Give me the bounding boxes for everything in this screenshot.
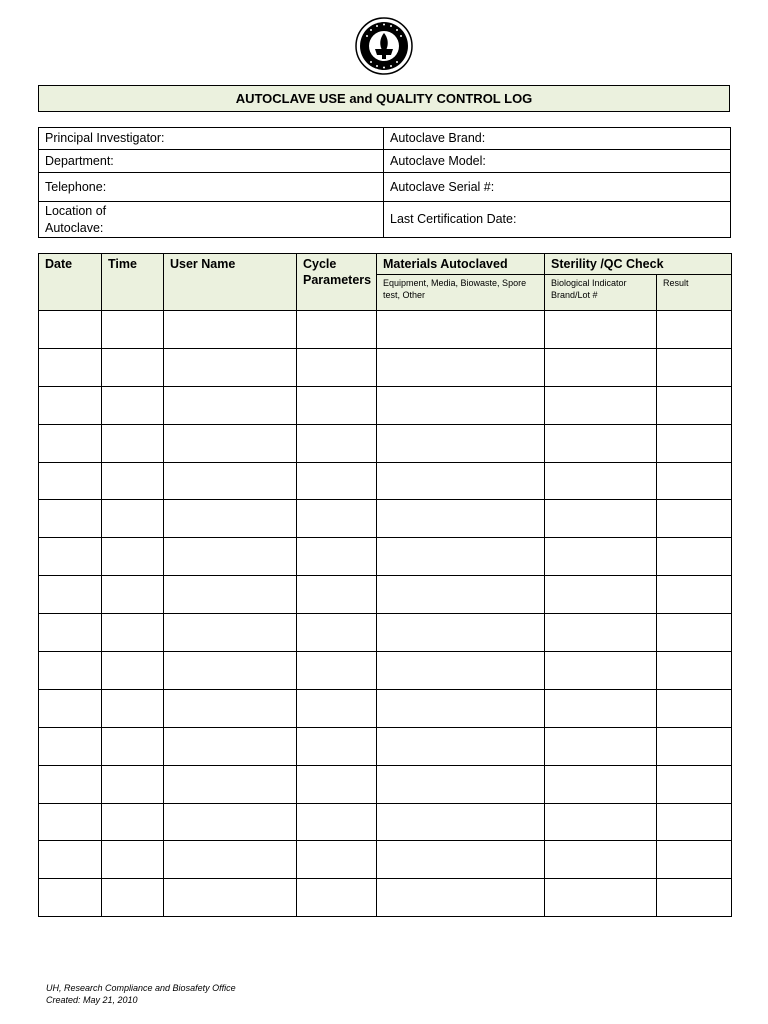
cell-user-name[interactable] (164, 614, 297, 652)
cell-bi-brand-lot[interactable] (545, 652, 657, 690)
cell-user-name[interactable] (164, 386, 297, 424)
location-of-autoclave-label[interactable] (39, 202, 384, 238)
cell-bi-brand-lot[interactable] (545, 765, 657, 803)
cell-bi-brand-lot[interactable] (545, 348, 657, 386)
cell-bi-brand-lot[interactable] (545, 576, 657, 614)
table-row (39, 348, 732, 386)
footer (46, 982, 236, 1006)
cell-materials[interactable] (377, 348, 545, 386)
cell-time[interactable] (102, 462, 164, 500)
cell-result[interactable] (657, 614, 732, 652)
cell-cycle-parameters[interactable] (297, 311, 377, 349)
cell-materials[interactable] (377, 386, 545, 424)
cell-user-name[interactable] (164, 652, 297, 690)
col-header-sterility-qc: Sterility /QC Check (545, 254, 732, 275)
cell-bi-brand-lot[interactable] (545, 424, 657, 462)
table-row (39, 500, 732, 538)
cell-time[interactable] (102, 500, 164, 538)
cell-result[interactable] (657, 311, 732, 349)
cycle-header-line1: Cycle (303, 257, 337, 271)
cell-date[interactable] (39, 424, 102, 462)
cell-time[interactable] (102, 348, 164, 386)
cell-result[interactable] (657, 538, 732, 576)
cell-result[interactable] (657, 424, 732, 462)
cell-materials[interactable] (377, 652, 545, 690)
cell-result[interactable] (657, 576, 732, 614)
table-row (39, 576, 732, 614)
cell-result[interactable] (657, 462, 732, 500)
cell-time[interactable] (102, 765, 164, 803)
cell-cycle-parameters[interactable] (297, 727, 377, 765)
cell-time[interactable] (102, 879, 164, 917)
cell-cycle-parameters[interactable] (297, 424, 377, 462)
cell-result[interactable] (657, 348, 732, 386)
cell-bi-brand-lot[interactable] (545, 500, 657, 538)
autoclave-serial-label[interactable]: Autoclave Serial #: (384, 173, 731, 202)
cell-result[interactable] (657, 500, 732, 538)
cell-result[interactable] (657, 841, 732, 879)
cell-materials[interactable] (377, 538, 545, 576)
footer-office: UH, Research Compliance and Biosafety Office (46, 983, 236, 993)
cell-cycle-parameters[interactable] (297, 500, 377, 538)
cell-user-name[interactable] (164, 348, 297, 386)
cell-result[interactable] (657, 386, 732, 424)
table-row (39, 652, 732, 690)
cell-result[interactable] (657, 803, 732, 841)
table-row (39, 841, 732, 879)
col-header-materials: Materials Autoclaved (377, 254, 545, 275)
cell-user-name[interactable] (164, 727, 297, 765)
autoclave-log-table (38, 253, 732, 917)
cell-date[interactable] (39, 765, 102, 803)
col-subheader-bi-brand-lot: Biological Indicator Brand/Lot # (545, 275, 657, 311)
col-header-cycle-parameters (297, 254, 377, 311)
cell-user-name[interactable] (164, 576, 297, 614)
table-row (39, 424, 732, 462)
cell-user-name[interactable] (164, 311, 297, 349)
cell-time[interactable] (102, 803, 164, 841)
cycle-header-line2: Parameters (303, 273, 372, 287)
cell-cycle-parameters[interactable] (297, 765, 377, 803)
cell-time[interactable] (102, 576, 164, 614)
department-label[interactable]: Department: (39, 150, 384, 173)
col-header-date: Date (39, 254, 102, 311)
autoclave-info-table (38, 127, 731, 238)
cell-date[interactable] (39, 803, 102, 841)
cell-result[interactable] (657, 727, 732, 765)
cell-materials[interactable] (377, 765, 545, 803)
cell-time[interactable] (102, 386, 164, 424)
cell-user-name[interactable] (164, 538, 297, 576)
cell-bi-brand-lot[interactable] (545, 538, 657, 576)
autoclave-model-label[interactable]: Autoclave Model: (384, 150, 731, 173)
cell-materials[interactable] (377, 500, 545, 538)
cell-time[interactable] (102, 424, 164, 462)
cell-bi-brand-lot[interactable] (545, 614, 657, 652)
cell-date[interactable] (39, 727, 102, 765)
cell-user-name[interactable] (164, 462, 297, 500)
cell-materials[interactable] (377, 803, 545, 841)
cell-materials[interactable] (377, 462, 545, 500)
cell-date[interactable] (39, 386, 102, 424)
telephone-label[interactable]: Telephone: (39, 173, 384, 202)
table-row (39, 614, 732, 652)
cell-cycle-parameters[interactable] (297, 689, 377, 727)
cell-bi-brand-lot[interactable] (545, 841, 657, 879)
table-row (39, 386, 732, 424)
form-title: AUTOCLAVE USE and QUALITY CONTROL LOG (38, 85, 730, 112)
cell-date[interactable] (39, 879, 102, 917)
cell-user-name[interactable] (164, 803, 297, 841)
col-subheader-materials: Equipment, Media, Biowaste, Spore test, Other (377, 275, 545, 311)
table-row (39, 689, 732, 727)
cell-materials[interactable] (377, 727, 545, 765)
cell-date[interactable] (39, 538, 102, 576)
cell-cycle-parameters[interactable] (297, 538, 377, 576)
last-certification-date-label[interactable]: Last Certification Date: (384, 202, 731, 238)
cell-bi-brand-lot[interactable] (545, 803, 657, 841)
cell-date[interactable] (39, 841, 102, 879)
cell-result[interactable] (657, 879, 732, 917)
cell-date[interactable] (39, 689, 102, 727)
cell-materials[interactable] (377, 424, 545, 462)
cell-user-name[interactable] (164, 500, 297, 538)
cell-time[interactable] (102, 727, 164, 765)
cell-materials[interactable] (377, 614, 545, 652)
cell-materials[interactable] (377, 576, 545, 614)
cell-time[interactable] (102, 652, 164, 690)
cell-cycle-parameters[interactable] (297, 348, 377, 386)
cell-date[interactable] (39, 348, 102, 386)
autoclave-brand-label[interactable]: Autoclave Brand: (384, 128, 731, 150)
cell-date[interactable] (39, 462, 102, 500)
cell-date[interactable] (39, 500, 102, 538)
location-label-line1: Location of (45, 203, 107, 218)
cell-date[interactable] (39, 576, 102, 614)
cell-materials[interactable] (377, 689, 545, 727)
cell-cycle-parameters[interactable] (297, 386, 377, 424)
cell-time[interactable] (102, 841, 164, 879)
location-label-line2: Autoclave: (45, 220, 104, 235)
table-row (39, 803, 732, 841)
cell-materials[interactable] (377, 879, 545, 917)
cell-cycle-parameters[interactable] (297, 652, 377, 690)
cell-user-name[interactable] (164, 841, 297, 879)
cell-bi-brand-lot[interactable] (545, 689, 657, 727)
log-body (39, 311, 732, 917)
cell-bi-brand-lot[interactable] (545, 727, 657, 765)
table-row (39, 879, 732, 917)
principal-investigator-label[interactable]: Principal Investigator: (39, 128, 384, 150)
cell-user-name[interactable] (164, 879, 297, 917)
cell-time[interactable] (102, 689, 164, 727)
cell-materials[interactable] (377, 311, 545, 349)
cell-time[interactable] (102, 538, 164, 576)
cell-user-name[interactable] (164, 689, 297, 727)
table-row (39, 765, 732, 803)
university-seal-icon (355, 17, 413, 75)
cell-materials[interactable] (377, 841, 545, 879)
cell-cycle-parameters[interactable] (297, 462, 377, 500)
cell-result[interactable] (657, 765, 732, 803)
cell-time[interactable] (102, 311, 164, 349)
table-row (39, 538, 732, 576)
cell-date[interactable] (39, 311, 102, 349)
cell-date[interactable] (39, 652, 102, 690)
cell-cycle-parameters[interactable] (297, 803, 377, 841)
cell-cycle-parameters[interactable] (297, 841, 377, 879)
cell-result[interactable] (657, 652, 732, 690)
cell-bi-brand-lot[interactable] (545, 311, 657, 349)
cell-date[interactable] (39, 614, 102, 652)
col-header-user-name: User Name (164, 254, 297, 311)
cell-bi-brand-lot[interactable] (545, 879, 657, 917)
cell-cycle-parameters[interactable] (297, 879, 377, 917)
cell-user-name[interactable] (164, 765, 297, 803)
cell-user-name[interactable] (164, 424, 297, 462)
footer-created-date: Created: May 21, 2010 (46, 995, 138, 1005)
cell-cycle-parameters[interactable] (297, 576, 377, 614)
table-row (39, 462, 732, 500)
cell-bi-brand-lot[interactable] (545, 462, 657, 500)
col-subheader-result: Result (657, 275, 732, 311)
cell-result[interactable] (657, 689, 732, 727)
cell-time[interactable] (102, 614, 164, 652)
table-row (39, 311, 732, 349)
cell-cycle-parameters[interactable] (297, 614, 377, 652)
col-header-time: Time (102, 254, 164, 311)
table-row (39, 727, 732, 765)
cell-bi-brand-lot[interactable] (545, 386, 657, 424)
